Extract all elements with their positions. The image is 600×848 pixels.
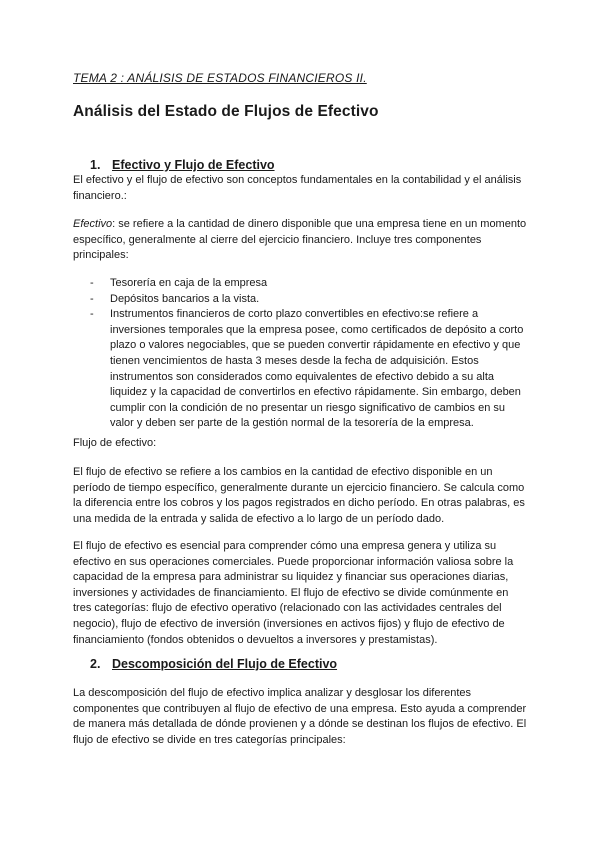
section-2-number: 2.	[90, 657, 101, 671]
list-bullet: -	[90, 292, 94, 305]
cash-components-list	[90, 276, 528, 432]
flujo-paragraph-2: El flujo de efectivo es esencial para comprender cómo una empresa genera y utiliza su efectivo en sus operaciones comerciales. Puede proporcionar información valiosa sobre la capacidad de la empresa para administrar su liquidez y financiar sus operaciones diarias, inversiones y actividades de financiamiento. El flujo de efectivo se divide comúnmente en tres categorías: flujo de efectivo operativo (relacionado con las actividades centrales del negocio), flujo de efectivo de inversión (inversiones en activos fijos) y flujo de efectivo de financiamiento (fondos obtenidos o devueltos a inversores y prestamistas).	[73, 540, 514, 646]
efectivo-term: Efectivo	[73, 218, 113, 230]
section-1-intro: El efectivo y el flujo de efectivo son conceptos fundamentales en la contabilidad y el análisis financiero.:	[73, 174, 522, 202]
topic-header: TEMA 2 : ANÁLISIS DE ESTADOS FINANCIEROS II.	[73, 71, 367, 85]
section-2-paragraph: La descomposición del flujo de efectivo implica analizar y desglosar los diferentes componentes que contribuyen al flujo de efectivo de una empresa. Esto ayuda a comprender de manera más detallada de dónde provienen y a dónde se destinan los flujos de efectivo. El flujo de efectivo se divide en tres categorías principales:	[73, 687, 527, 746]
section-1-heading	[90, 158, 275, 172]
list-item	[90, 307, 528, 432]
section-1-title: Efectivo y Flujo de Efectivo	[112, 158, 275, 172]
section-2-heading	[90, 657, 337, 671]
page-title: Análisis del Estado de Flujos de Efectivo	[73, 103, 379, 120]
list-item	[90, 292, 528, 308]
list-item	[90, 276, 528, 292]
list-bullet: -	[90, 277, 94, 289]
list-item-text: Tesorería en caja de la empresa	[110, 277, 268, 289]
efectivo-definition	[73, 217, 529, 264]
section-1-number: 1.	[90, 158, 101, 172]
flujo-label: Flujo de efectivo:	[73, 437, 157, 449]
list-item-text: Instrumentos financieros de corto plazo convertibles en efectivo:se refiere a inversiones temporales que la empresa posee, como certificados de depósito a corto plazo o valores negociables, que se pueden convertir rápidamente en efectivo y que tienen vencimientos de hasta 3 meses desde la fecha de adquisición. Estos instrumentos son considerados como equivalentes de efectivo debido a su alta liquidez y la capacidad de convertirlos en efectivo rápidamente. Sin embargo, deben cumplir con la condición de no presentar un riesgo significativo de cambios en su valor y deben ser parte de la gestión normal de la tesorería de la empresa.	[110, 308, 524, 430]
list-bullet: -	[90, 308, 94, 321]
efectivo-definition-text: : se refiere a la cantidad de dinero disponible que una empresa tiene en un momento específico, generalmente al cierre del ejercicio financiero. Incluye tres componentes principales:	[73, 218, 527, 262]
section-2-title: Descomposición del Flujo de Efectivo	[112, 657, 338, 671]
list-item-text: Depósitos bancarios a la vista.	[110, 292, 260, 305]
flujo-paragraph-1: El flujo de efectivo se refiere a los cambios en la cantidad de efectivo disponible en un período de tiempo específico, generalmente durante un ejercicio financiero. Se calcula como la diferencia entre los cobros y los pagos registrados en dicho período. En otras palabras, es una medida de la entrada y salida de efectivo a lo largo de un período dado.	[73, 466, 525, 525]
